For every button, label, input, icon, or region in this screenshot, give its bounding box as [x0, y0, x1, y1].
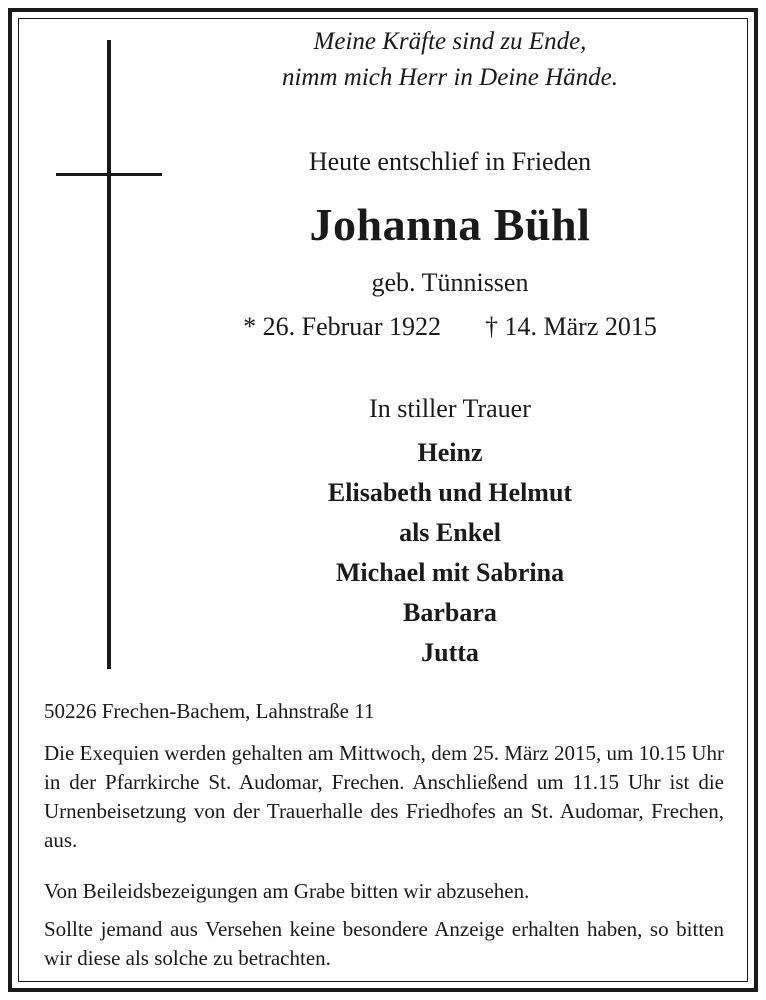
address: 50226 Frechen-Bachem, Lahnstraße 11	[44, 699, 375, 723]
service-paragraph: Die Exequien werden gehalten am Mittwoch, dem 25. März 2015, um 10.15 Uhr in der Pfarrkirche St. Audomar, Frechen. Anschließend um 11.15 Uhr ist die Urnenbeisetzung von der Trauerhalle des Friedhofes an St. Audomar, Frechen, aus.	[44, 741, 724, 852]
cross-horizontal-bar	[56, 173, 162, 176]
relative-name: Barbara	[403, 598, 497, 627]
cross-vertical-bar	[107, 40, 111, 669]
mourning-text: In stiller Trauer	[369, 394, 531, 423]
born-name: geb. Tünnissen	[371, 268, 529, 297]
relative-name: als Enkel	[399, 518, 501, 547]
relative-name: Elisabeth und Helmut	[327, 478, 573, 507]
deceased-name: Johanna Bühl	[309, 199, 591, 250]
relative-name: Michael mit Sabrina	[335, 558, 565, 587]
motto-line-2: nimm mich Herr in Deine Hände.	[281, 64, 619, 91]
relative-name: Jutta	[421, 638, 479, 667]
notice-paragraph: Sollte jemand aus Versehen keine besondere Anzeige erhalten haben, so bitten wir diese als solche zu betrachten.	[44, 917, 724, 970]
motto-line-1: Meine Kräfte sind zu Ende,	[313, 28, 587, 55]
birth-date: * 26. Februar 1922	[243, 312, 441, 341]
death-date: † 14. März 2015	[485, 312, 657, 341]
condolence-paragraph: Von Beileidsbezeigungen am Grabe bitten wir abzusehen.	[44, 879, 530, 903]
relative-name: Heinz	[417, 438, 483, 467]
life-dates	[200, 312, 700, 342]
intro-text: Heute entschlief in Frieden	[308, 147, 592, 176]
